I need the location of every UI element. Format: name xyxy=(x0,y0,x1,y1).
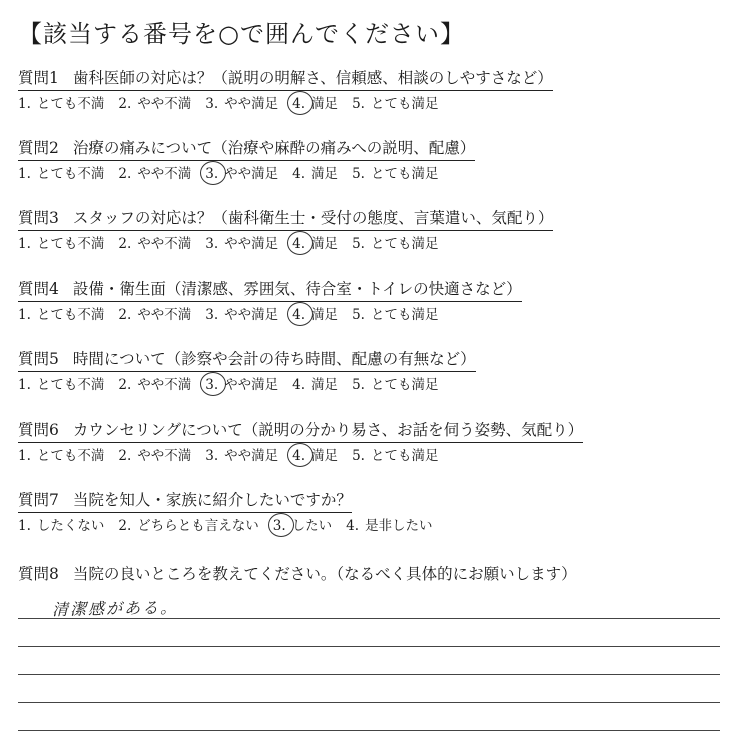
option-number: 3. xyxy=(272,518,286,534)
question-title: 歯科医師の対応は？（説明の明解さ、信頼感、相談のしやすさなど） xyxy=(72,69,553,87)
option-label: やや不満 xyxy=(137,307,192,323)
option-label: 満足 xyxy=(311,96,339,112)
rating-option[interactable] xyxy=(352,375,438,395)
option-label: とても不満 xyxy=(36,236,105,252)
rating-option[interactable] xyxy=(18,234,104,254)
question-5 xyxy=(18,349,476,395)
rating-option-selected[interactable] xyxy=(292,234,338,254)
option-number: 2. xyxy=(118,307,132,323)
option-number: 1. xyxy=(18,518,31,534)
rating-option[interactable] xyxy=(18,446,104,466)
option-number: 3. xyxy=(205,377,219,393)
rating-option[interactable] xyxy=(205,94,278,114)
option-label: やや不満 xyxy=(137,377,192,393)
option-label: やや満足 xyxy=(224,377,279,393)
option-label: とても不満 xyxy=(36,448,105,464)
option-label: やや満足 xyxy=(224,236,279,252)
option-label: 満足 xyxy=(311,448,339,464)
rating-option[interactable] xyxy=(352,234,438,254)
question-number: 質問7 xyxy=(18,491,59,509)
answer-line xyxy=(18,730,720,731)
question-heading xyxy=(18,208,553,231)
option-number: 5. xyxy=(352,166,365,182)
option-number: 2. xyxy=(118,448,132,464)
rating-option[interactable] xyxy=(18,94,104,114)
option-number: 3. xyxy=(205,448,219,464)
option-label: どちらとも言えない xyxy=(137,518,259,534)
option-number: 3. xyxy=(205,236,219,252)
question-6 xyxy=(18,420,583,466)
option-label: とても満足 xyxy=(370,307,439,323)
option-number: 5. xyxy=(352,96,365,112)
question-7 xyxy=(18,490,447,536)
form-header: 【該当する番号を○で囲んでください】 xyxy=(18,20,465,48)
rating-options xyxy=(18,446,583,466)
option-label: とても不満 xyxy=(36,166,105,182)
question-title: 治療の痛みについて（治療や麻酔の痛みへの説明、配慮） xyxy=(72,139,476,157)
option-number: 4. xyxy=(292,448,306,464)
question-heading xyxy=(18,279,522,302)
rating-options xyxy=(18,94,553,114)
option-number: 1. xyxy=(18,96,31,112)
rating-option-selected[interactable] xyxy=(205,164,278,184)
rating-option[interactable] xyxy=(118,446,191,466)
handwritten-answer[interactable]: 清潔感がある。 xyxy=(51,597,179,620)
rating-options xyxy=(18,305,522,325)
question-title: カウンセリングについて（説明の分かり易さ、お話を伺う姿勢、気配り） xyxy=(72,421,584,439)
option-number: 3. xyxy=(205,96,219,112)
rating-option-selected[interactable] xyxy=(292,305,338,325)
rating-option[interactable] xyxy=(118,516,258,536)
rating-option[interactable] xyxy=(292,375,338,395)
option-number: 2. xyxy=(118,236,132,252)
option-label: したくない xyxy=(36,518,105,534)
question-3 xyxy=(18,208,553,254)
option-label: とても不満 xyxy=(36,307,105,323)
option-number: 1. xyxy=(18,307,31,323)
rating-option[interactable] xyxy=(118,164,191,184)
question-heading xyxy=(18,349,476,372)
question-number: 質問4 xyxy=(18,280,59,298)
rating-option[interactable] xyxy=(352,305,438,325)
option-label: やや満足 xyxy=(224,96,279,112)
rating-option[interactable] xyxy=(18,305,104,325)
question-heading xyxy=(18,420,583,443)
question-8 xyxy=(18,562,577,584)
option-label: とても満足 xyxy=(370,448,439,464)
option-number: 2. xyxy=(118,96,132,112)
option-number: 5. xyxy=(352,236,365,252)
question-heading xyxy=(18,490,352,513)
rating-option[interactable] xyxy=(18,375,104,395)
option-number: 5. xyxy=(352,448,365,464)
answer-line xyxy=(18,702,720,703)
question-title: スタッフの対応は？（歯科衛生士・受付の態度、言葉遣い、気配り） xyxy=(72,209,554,227)
rating-option[interactable] xyxy=(205,446,278,466)
option-label: とても不満 xyxy=(36,96,105,112)
question-2 xyxy=(18,138,475,184)
option-label: 満足 xyxy=(311,166,339,182)
question-number: 質問3 xyxy=(18,209,59,227)
option-label: 満足 xyxy=(311,307,339,323)
rating-option[interactable] xyxy=(18,516,104,536)
rating-option[interactable] xyxy=(352,446,438,466)
question-4 xyxy=(18,279,522,325)
option-label: やや不満 xyxy=(137,448,192,464)
question-number: 質問2 xyxy=(18,139,59,157)
question-number: 質問1 xyxy=(18,69,59,87)
option-number: 2. xyxy=(118,518,132,534)
option-number: 4. xyxy=(346,518,360,534)
rating-option[interactable] xyxy=(346,516,432,536)
option-label: やや満足 xyxy=(224,166,279,182)
rating-options xyxy=(18,234,553,254)
rating-option-selected[interactable] xyxy=(292,94,338,114)
rating-option-selected[interactable] xyxy=(273,516,332,536)
option-label: とても満足 xyxy=(370,236,439,252)
option-number: 4. xyxy=(292,307,306,323)
option-number: 2. xyxy=(118,377,132,393)
option-number: 4. xyxy=(292,236,306,252)
option-number: 1. xyxy=(18,236,31,252)
rating-option[interactable] xyxy=(205,305,278,325)
question-title: 時間について（診察や会計の待ち時間、配慮の有無など） xyxy=(72,350,476,368)
option-label: やや満足 xyxy=(224,307,279,323)
option-number: 3. xyxy=(205,166,219,182)
option-number: 2. xyxy=(118,166,132,182)
option-number: 4. xyxy=(292,96,306,112)
answer-line xyxy=(18,674,720,675)
rating-option[interactable] xyxy=(118,305,191,325)
question-title: 当院を知人・家族に紹介したいですか？ xyxy=(72,491,352,509)
option-label: したい xyxy=(291,518,333,534)
rating-option[interactable] xyxy=(205,234,278,254)
option-number: 1. xyxy=(18,377,31,393)
option-label: やや不満 xyxy=(137,166,192,182)
option-number: 1. xyxy=(18,448,31,464)
rating-option[interactable] xyxy=(352,94,438,114)
rating-options xyxy=(18,516,447,536)
rating-option[interactable] xyxy=(292,164,338,184)
rating-option[interactable] xyxy=(352,164,438,184)
option-label: 満足 xyxy=(311,236,339,252)
rating-option[interactable] xyxy=(118,94,191,114)
rating-options xyxy=(18,164,475,184)
question-heading xyxy=(18,138,475,161)
rating-option[interactable] xyxy=(18,164,104,184)
option-number: 5. xyxy=(352,307,365,323)
rating-option-selected[interactable] xyxy=(205,375,278,395)
option-label: やや満足 xyxy=(224,448,279,464)
question-1 xyxy=(18,68,553,114)
option-label: とても満足 xyxy=(370,166,439,182)
rating-option-selected[interactable] xyxy=(292,446,338,466)
option-label: やや不満 xyxy=(137,96,192,112)
option-label: 是非したい xyxy=(365,518,433,534)
option-label: やや不満 xyxy=(137,236,192,252)
option-label: 満足 xyxy=(311,377,339,393)
option-label: とても満足 xyxy=(370,96,439,112)
option-number: 4. xyxy=(292,377,306,393)
rating-options xyxy=(18,375,476,395)
question-title: 設備・衛生面（清潔感、雰囲気、待合室・トイレの快適さなど） xyxy=(72,280,522,298)
answer-line xyxy=(18,646,720,647)
question-number: 質問5 xyxy=(18,350,59,368)
option-number: 1. xyxy=(18,166,31,182)
option-number: 3. xyxy=(205,307,219,323)
question-number: 質問6 xyxy=(18,421,59,439)
option-label: とても不満 xyxy=(36,377,105,393)
question-heading xyxy=(18,68,553,91)
question-title: 当院の良いところを教えてください。（なるべく具体的にお願いします） xyxy=(72,565,577,583)
option-number: 5. xyxy=(352,377,365,393)
rating-option[interactable] xyxy=(118,234,191,254)
option-number: 4. xyxy=(292,166,306,182)
rating-option[interactable] xyxy=(118,375,191,395)
question-number: 質問8 xyxy=(18,565,59,583)
option-label: とても満足 xyxy=(370,377,439,393)
